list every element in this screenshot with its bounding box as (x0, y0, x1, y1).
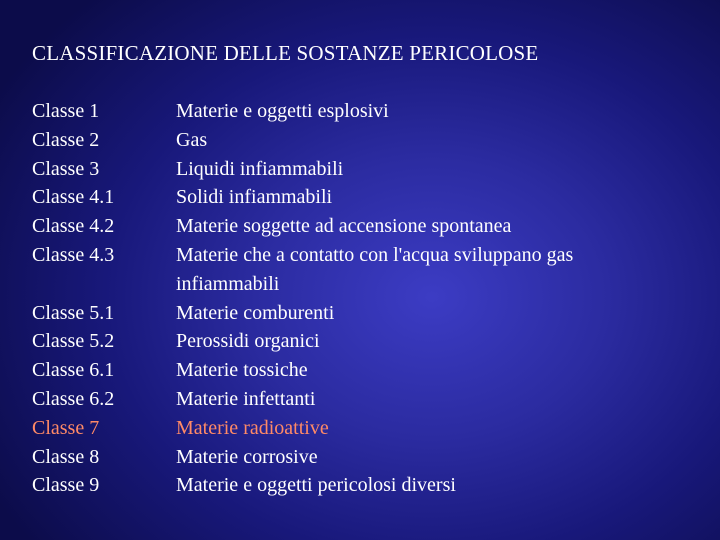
class-label: Classe 1 (32, 100, 100, 122)
class-label: Classe 4.1 (32, 186, 115, 209)
class-label: Classe 7 (32, 416, 100, 439)
class-label: Classe 4.2 (32, 215, 115, 238)
class-description: Materie corrosive (176, 445, 318, 468)
class-label: Classe 4.3 (32, 243, 115, 266)
class-description: Liquidi infiammabili (176, 157, 344, 180)
class-label: Classe 9 (32, 474, 100, 497)
class-description: Gas (176, 128, 208, 151)
class-description: Materie e oggetti esplosivi (176, 100, 389, 122)
class-description: Materie tossiche (176, 359, 308, 382)
class-description: Materie radioattive (176, 416, 329, 439)
description-list (176, 97, 573, 500)
class-label: Classe 2 (32, 128, 100, 151)
class-description: Solidi infiammabili (176, 186, 333, 209)
class-description: Materie che a contatto con l'acqua sviluppano gas (176, 243, 574, 266)
class-label: Classe 5.2 (32, 330, 115, 353)
class-description: Perossidi organici (176, 330, 320, 353)
class-label: Classe 6.1 (32, 359, 115, 382)
class-list (32, 97, 114, 500)
class-description: Materie e oggetti pericolosi diversi (176, 474, 456, 497)
class-description: Materie comburenti (176, 301, 335, 324)
class-description: Materie infettanti (176, 387, 316, 410)
class-label: Classe 6.2 (32, 387, 115, 410)
class-description: infiammabili (176, 272, 280, 295)
class-label-spacer (32, 270, 114, 299)
class-label: Classe 3 (32, 157, 100, 180)
class-label: Classe 5.1 (32, 301, 115, 324)
slide-title: CLASSIFICAZIONE DELLE SOSTANZE PERICOLOSE (32, 41, 539, 65)
class-description: Materie soggette ad accensione spontanea (176, 215, 512, 238)
class-label: Classe 8 (32, 445, 100, 468)
